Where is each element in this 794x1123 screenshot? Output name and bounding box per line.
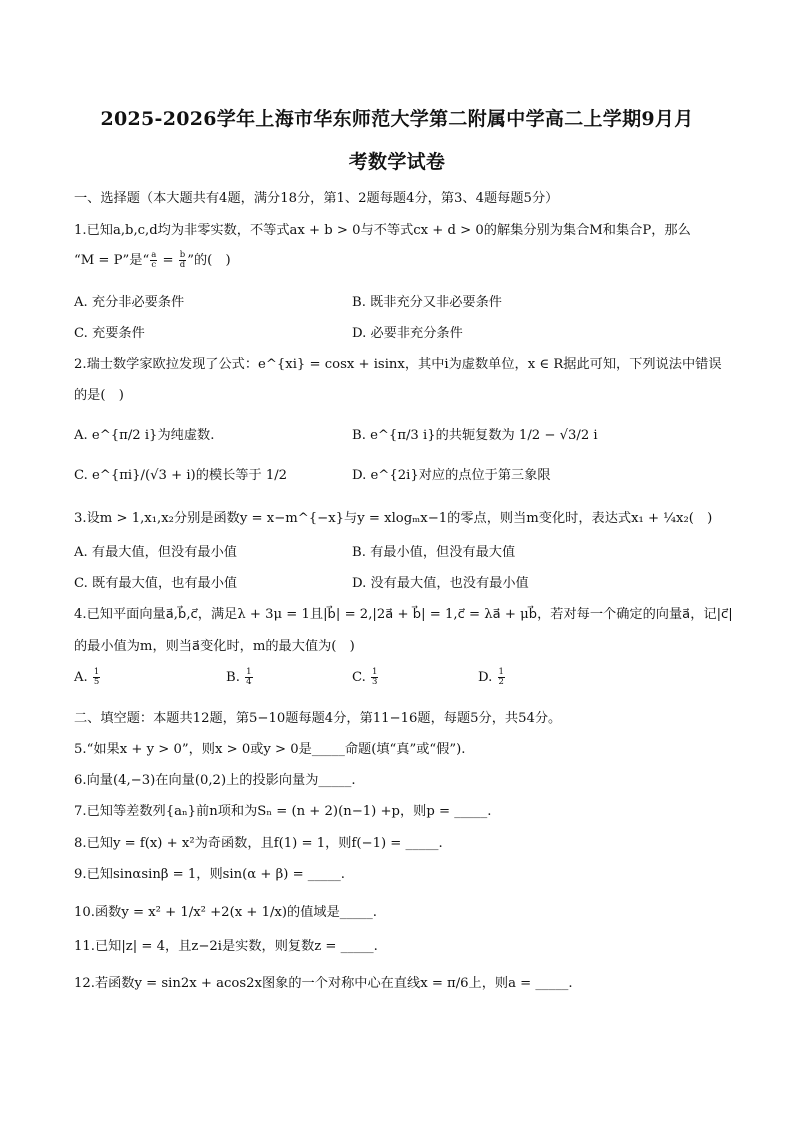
q1-frac-a-c: $\frac{a}{c}$ [151,250,157,270]
q10-stem: 10.函数y = x² + 1/x² +2(x + 1/x)的值域是_____. [74,905,377,920]
q3-stem-line1: 3.设m > 1,x₁,x₂分别是函数y = x−m^{−x}与y = xlogₘx−1的零点，则当m变化时，表达式x₁ + ¼x₂( ) [74,511,713,526]
q2-option-d[interactable]: D. e^{2i}对应的点位于第三象限 [352,468,551,483]
q4-stem-line2: 的最小值为m，则当a⃗变化时，m的最大值为( ) [74,639,355,654]
q1-option-a[interactable]: A. 充分非必要条件 [74,295,185,310]
q4-option-d[interactable]: D. $\frac{1}{2}$ [478,667,504,687]
q2-stem-line1: 2.瑞士数学家欧拉发现了公式：e^{xi} = cosx + isinx，其中i为虚数单位，x ∈ R据此可知，下列说法中错误 [74,357,722,372]
q11-stem: 11.已知|z| = 4，且z−2i是实数，则复数z = _____. [74,939,378,954]
section-1-heading: 一、选择题（本大题共有4题，满分18分，第1、2题每题4分，第3、4题每题5分） [74,191,559,206]
section-2-heading: 二、填空题：本题共12题，第5−10题每题4分，第11−16题，每题5分，共54分。 [74,711,562,726]
q7-stem: 7.已知等差数列{aₙ}前n项和为Sₙ = (n + 2)(n−1) +p，则p = _____. [74,804,492,819]
q3-option-d[interactable]: D. 没有最大值，也没有最小值 [352,576,529,591]
q1-option-d[interactable]: D. 必要非充分条件 [352,326,463,341]
q8-stem: 8.已知y = f(x) + x²为奇函数，且f(1) = 1，则f(−1) = _____. [74,836,443,851]
q2-option-a[interactable]: A. e^{π/2 i}为纯虚数. [74,428,215,443]
q1-line2-post: ”的( ) [187,253,231,268]
q4-stem-line1: 4.已知平面向量a⃗,b⃗,c⃗，满足λ + 3μ = 1且|b⃗| = 2,|2a⃗ + b⃗| = 1,c⃗ = λa⃗ + μb⃗，若对每一个确定的向量a⃗，记|c⃗| [74,607,733,622]
q5-stem: 5.“如果x + y > 0”，则x > 0或y > 0是_____命题(填“真”或“假”). [74,742,466,757]
q1-line2-pre: “M = P”是“ [74,253,150,268]
q1-stem-line2: “M = P”是“ $\frac{a}{c}$ = $\frac{b}{d}$ ”的( ) [74,250,231,270]
q4-option-b[interactable]: B. $\frac{1}{4}$ [226,667,252,687]
q3-option-c[interactable]: C. 既有最大值，也有最小值 [74,576,238,591]
q12-stem: 12.若函数y = sin2x + acos2x图象的一个对称中心在直线x = π/6上，则a = _____. [74,976,573,991]
q1-stem-line1: 1.已知a,b,c,d均为非零实数，不等式ax + b > 0与不等式cx + d > 0的解集分别为集合M和集合P，那么 [74,223,691,238]
q3-option-a[interactable]: A. 有最大值，但没有最小值 [74,545,237,560]
q2-option-c[interactable]: C. e^{πi}/(√3 + i)的模长等于 1/2 [74,468,288,483]
q9-stem: 9.已知sinαsinβ = 1，则sin(α + β) = _____. [74,867,345,882]
q1-option-b[interactable]: B. 既非充分又非必要条件 [352,295,502,310]
q2-stem-line2: 的是( ) [74,388,124,403]
q3-option-b[interactable]: B. 有最小值，但没有最大值 [352,545,516,560]
q6-stem: 6.向量(4,−3)在向量(0,2)上的投影向量为_____. [74,773,356,788]
q4-option-a[interactable]: A. $\frac{1}{5}$ [74,667,100,687]
q4-option-c[interactable]: C. $\frac{1}{3}$ [352,667,378,687]
q2-option-b[interactable]: B. e^{π/3 i}的共轭复数为 1/2 − √3/2 i [352,428,598,443]
q1-option-c[interactable]: C. 充要条件 [74,326,145,341]
page-title-line1: 2025-2026学年上海市华东师范大学第二附属中学高二上学期9月月 [100,108,694,130]
page-title-line2: 考数学试卷 [348,151,446,173]
q1-frac-b-d: $\frac{b}{d}$ [179,250,186,270]
